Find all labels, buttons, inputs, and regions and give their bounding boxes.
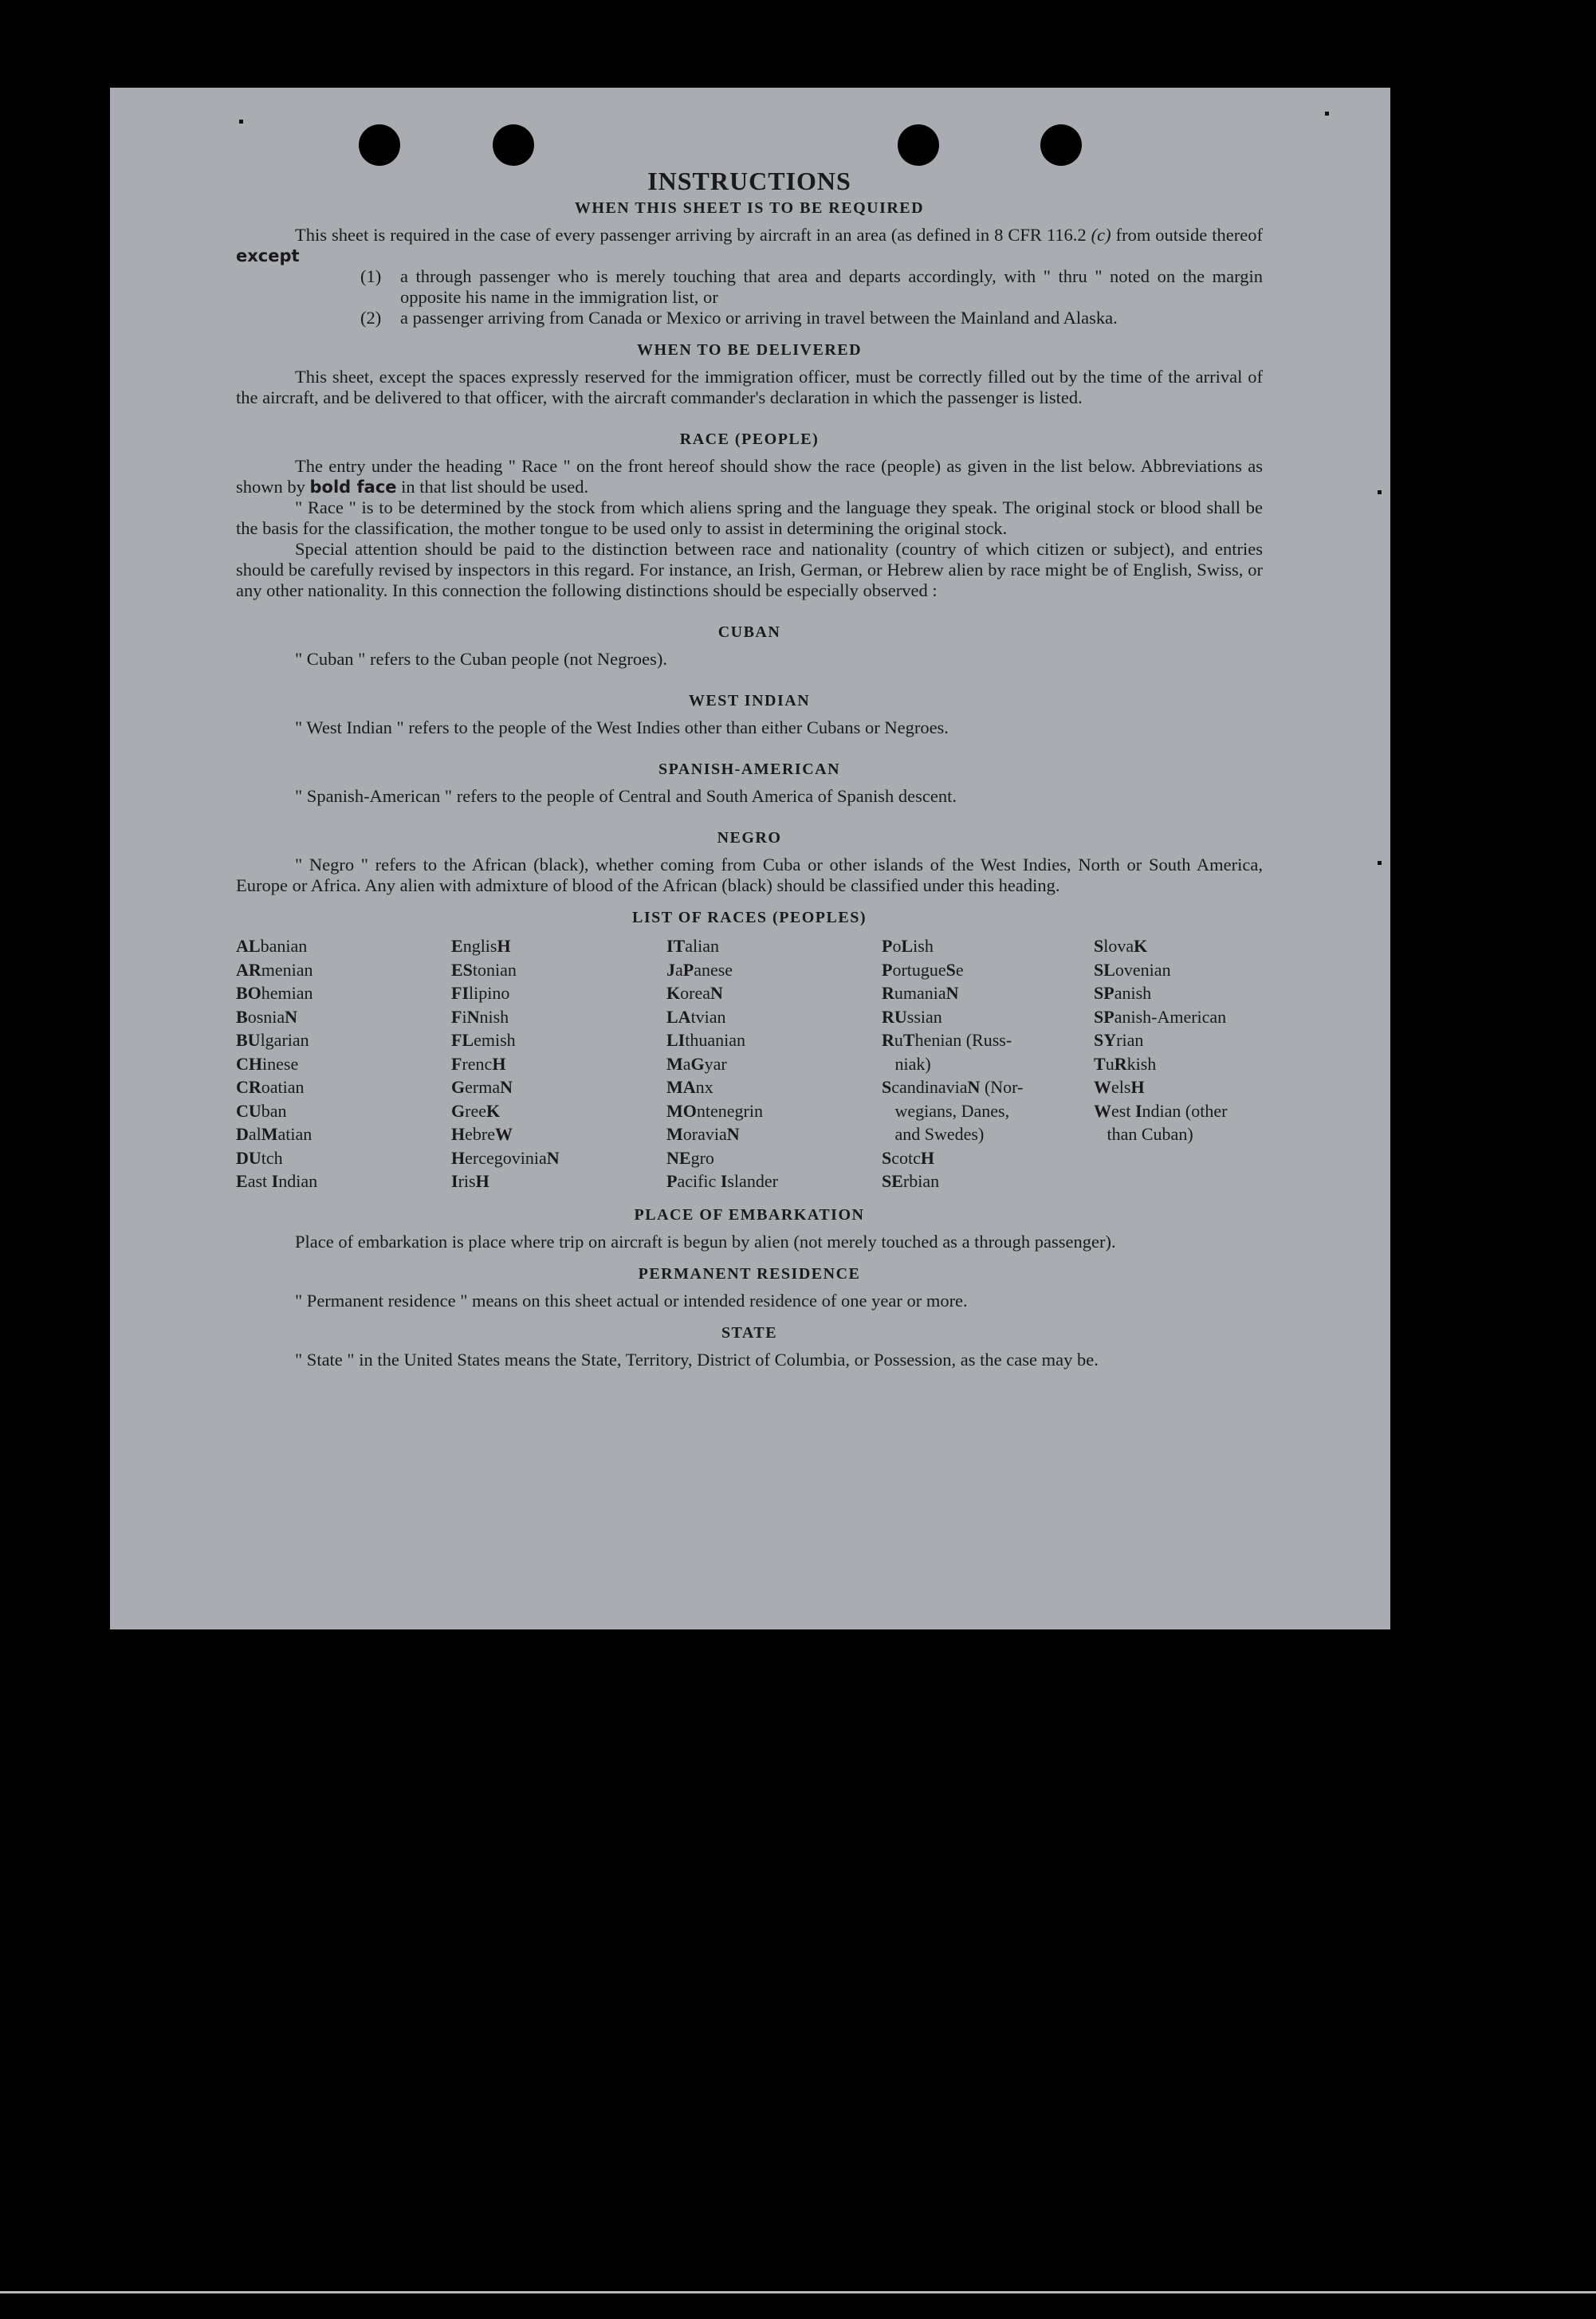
race-entry: SPanish [1094, 983, 1152, 1003]
race-entry: EStonian [451, 959, 517, 980]
punch-hole-3 [898, 124, 939, 166]
race-entry: ALbanian [236, 936, 308, 956]
heading-west-indian: WEST INDIAN [688, 692, 811, 709]
race-entry: East Indian [236, 1171, 318, 1191]
race-entry: niak) [882, 1053, 931, 1074]
race-entry: RUssian [882, 1006, 942, 1027]
race-entry: CHinese [236, 1053, 299, 1074]
race-column [1094, 934, 1263, 1193]
race-entry: ScotcH [882, 1147, 935, 1168]
speck-mark [1378, 861, 1382, 865]
race-entry: GreeK [451, 1100, 501, 1121]
race-entry: LAtvian [666, 1006, 726, 1027]
speck-mark [239, 120, 243, 124]
paragraph-race-1 [236, 456, 1263, 497]
race-column [236, 934, 451, 1193]
race-entry: GermaN [451, 1077, 513, 1097]
race-entry: than Cuban) [1094, 1124, 1193, 1144]
race-entry: MoraviaN [666, 1124, 740, 1144]
instructions-content [236, 167, 1263, 1370]
paragraph-cuban: " Cuban " refers to the Cuban people (not Negroes). [295, 649, 667, 669]
race-entry: HercegoviniaN [451, 1147, 560, 1168]
race-entry: DalMatian [236, 1124, 313, 1144]
race-entry: MAnx [666, 1077, 713, 1097]
race-entry: SLovenian [1094, 959, 1171, 980]
race-entry: ITalian [666, 936, 720, 956]
paragraph-permanent-residence: " Permanent residence " means on this sheet actual or intended residence of one year or more. [295, 1290, 968, 1311]
race-entry: HebreW [451, 1124, 513, 1144]
race-entry: wegians, Danes, [882, 1100, 1010, 1121]
race-entry: ScandinaviaN (Nor- [882, 1077, 1024, 1097]
paragraph-when-required [236, 225, 1263, 266]
heading-permanent-residence: PERMANENT RESIDENCE [638, 1264, 861, 1283]
speck-mark [1378, 490, 1382, 494]
race-entry: CUban [236, 1100, 287, 1121]
race-entry: PortugueSe [882, 959, 964, 980]
race-entry: LIthuanian [666, 1030, 746, 1050]
race-entry: DUtch [236, 1147, 283, 1168]
race-entry: WelsH [1094, 1077, 1145, 1097]
race-entry: SPanish-American [1094, 1006, 1227, 1027]
race-entry: EnglisH [451, 936, 511, 956]
heading-negro: NEGRO [717, 829, 782, 847]
race-entry: SlovaK [1094, 936, 1148, 956]
race-entry: TuRkish [1094, 1053, 1157, 1074]
heading-state: STATE [721, 1323, 778, 1342]
paragraph-west-indian: " West Indian " refers to the people of the West Indies other than either Cubans or Negroes. [295, 717, 949, 737]
page-title: INSTRUCTIONS [647, 167, 851, 195]
condition-text: a passenger arriving from Canada or Mexico or arriving in travel between the Mainland and Alaska. [400, 308, 1118, 328]
race-entry: RumaniaN [882, 983, 959, 1003]
race-entry: KoreaN [666, 983, 723, 1003]
heading-cuban: CUBAN [717, 623, 781, 641]
heading-when-delivered: WHEN TO BE DELIVERED [636, 341, 863, 359]
race-entry: FLemish [451, 1030, 516, 1050]
race-entry: SYrian [1094, 1030, 1144, 1050]
text-span: except [236, 246, 300, 265]
speck-mark [1325, 112, 1329, 116]
paragraph-embarkation: Place of embarkation is place where trip on aircraft is begun by alien (not merely touched as a through passenger). [295, 1231, 1116, 1252]
condition-text: a through passenger who is merely touching that area and departs accordingly, with " thru " noted on the margin opposite his name in the immigration list, or [400, 266, 1263, 307]
race-entry: CRoatian [236, 1077, 305, 1097]
heading-spanish-american: SPANISH-AMERICAN [658, 761, 841, 778]
heading-race: RACE (PEOPLE) [679, 430, 820, 448]
document-sheet [110, 88, 1390, 1629]
text-span: This sheet is required in the case of every passenger arriving by aircraft in an area (as defined in 8 CFR 116.2 [295, 225, 1091, 245]
race-column [882, 934, 1094, 1193]
races-list [236, 934, 1263, 1193]
punch-hole-2 [493, 124, 534, 166]
race-entry: IrisH [451, 1171, 489, 1191]
text-span: from outside thereof [1111, 225, 1263, 245]
condition-number: (2) [360, 308, 382, 328]
race-entry: Pacific Islander [666, 1171, 778, 1191]
paragraph-spanish-american: " Spanish-American " refers to the people of Central and South America of Spanish descent. [295, 786, 957, 806]
heading-embarkation: PLACE OF EMBARKATION [634, 1205, 865, 1224]
text-span: bold face [309, 478, 397, 497]
race-entry: NEgro [666, 1147, 714, 1168]
race-entry: and Swedes) [882, 1124, 985, 1144]
race-entry: SErbian [882, 1171, 940, 1191]
race-entry: West Indian (other [1094, 1100, 1228, 1121]
race-entry: JaPanese [666, 959, 733, 980]
race-entry: RuThenian (Russ- [882, 1030, 1012, 1050]
text-span: The entry under the heading " Race " on the front hereof should show the race (people) as given in the list below. Abbreviations as shown by [236, 456, 1263, 497]
condition-item [360, 308, 1263, 328]
race-entry: MaGyar [666, 1053, 727, 1074]
race-entry: PoLish [882, 936, 934, 956]
paragraph-when-delivered: This sheet, except the spaces expressly reserved for the immigration officer, must be correctly filled out by the time of the arrival of the aircraft, and be delivered to that officer, with the aircraft commander's declaration in which the passenger is listed. [236, 367, 1263, 407]
paragraph-race-3: Special attention should be paid to the distinction between race and nationality (country of which citizen or subject), and entries should be carefully revised by inspectors in this regard. For instance, an Irish, German, or Hebrew alien by race might be of English, Swiss, or any other nationality. In this connection the following distinctions should be especially observed : [236, 539, 1263, 600]
punch-hole-4 [1040, 124, 1082, 166]
race-entry: BUlgarian [236, 1030, 309, 1050]
race-entry: MOntenegrin [666, 1100, 763, 1121]
punch-hole-1 [359, 124, 400, 166]
text-span: (c) [1091, 225, 1111, 245]
condition-number: (1) [360, 266, 382, 286]
race-entry: BosniaN [236, 1006, 298, 1027]
paragraph-state: " State " in the United States means the State, Territory, District of Columbia, or Possession, as the case may be. [295, 1349, 1099, 1370]
condition-item [360, 266, 1263, 308]
race-entry: FIlipino [451, 983, 510, 1003]
race-entry: FiNnish [451, 1006, 509, 1027]
race-entry: ARmenian [236, 959, 313, 980]
heading-when-required: WHEN THIS SHEET IS TO BE REQUIRED [574, 199, 925, 217]
paragraph-negro: " Negro " refers to the African (black), whether coming from Cuba or other islands of the West Indies, North or South America, Europe or Africa. Any alien with admixture of blood of the African (black) should be classified under this heading. [236, 855, 1263, 895]
race-column [451, 934, 666, 1193]
scan-edge-line [0, 2291, 1596, 2293]
race-entry: BOhemian [236, 983, 313, 1003]
race-entry: FrencH [451, 1053, 506, 1074]
paragraph-race-2: " Race " is to be determined by the stock from which aliens spring and the language they speak. The original stock or blood shall be the basis for the classification, the mother tongue to be used only to assist in determining the original stock. [236, 497, 1263, 538]
text-span: in that list should be used. [396, 477, 589, 497]
race-column [666, 934, 882, 1193]
heading-list-of-races: LIST OF RACES (PEOPLES) [631, 909, 867, 926]
